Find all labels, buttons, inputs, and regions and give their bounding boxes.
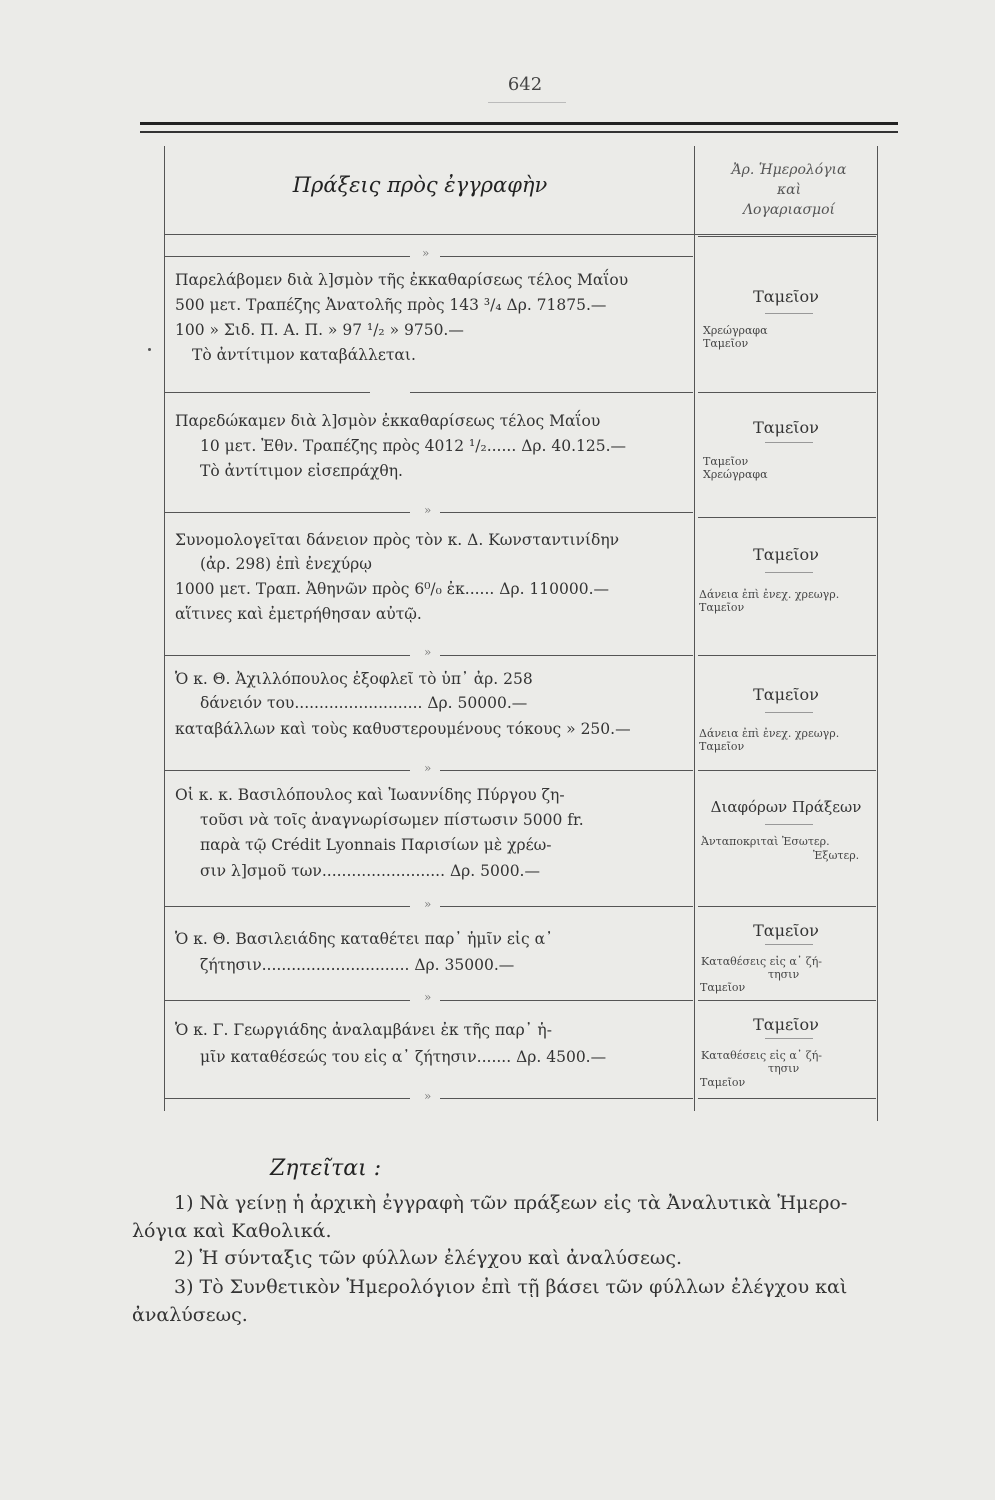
entry-line: 1000 μετ. Τραπ. Ἀθηνῶν πρὸς 6⁰/₀ ἐκ...... Δρ. 110000.— <box>175 580 610 598</box>
entry-account-sub: Ταμεῖον <box>699 601 745 614</box>
page-number: 642 <box>507 74 543 95</box>
entry-line: τοῦσι νὰ τοῖς ἀναγνωρίσωμεν πίστωσιν 5000 fr. <box>200 811 584 829</box>
page-number-rule <box>488 102 566 103</box>
entry-line: Τὸ ἀντίτιμον εἰσεπράχθη. <box>200 462 403 480</box>
entry-line: 100 » Σιδ. Π. Α. Π. » 97 ¹/₂ » 9750.— <box>175 321 464 339</box>
entry-line: 10 μετ. Ἐθν. Τραπέζης πρὸς 4012 ¹/₂...... Δρ. 40.125.— <box>200 437 627 455</box>
requested-line: 1) Νὰ γείνῃ ἡ ἀρχικὴ ἐγγραφὴ τῶν πράξεων εἰς τὰ Ἀναλυτικὰ Ἡμερο- <box>174 1192 848 1214</box>
entry-line: Τὸ ἀντίτιμον καταβάλλεται. <box>192 346 416 364</box>
entry-line: Ὁ κ. Θ. Ἀχιλλόπουλος ἐξοφλεῖ τὸ ὑπ᾽ ἀρ. 258 <box>175 670 533 688</box>
requested-line: 3) Τὸ Συνθετικὸν Ἡμερολόγιον ἐπὶ τῇ βάσει τῶν φύλλων ἐλέγχου καὶ <box>174 1276 848 1298</box>
entry-account-sub: Ἐξωτερ. <box>813 849 860 862</box>
table-left-border <box>164 146 165 1111</box>
requested-line: λόγια καὶ Καθολικά. <box>132 1220 332 1242</box>
entry-account-sub: Ἀνταποκριταὶ Ἐσωτερ. <box>701 835 830 848</box>
entry-account-sub: Ταμεῖον <box>700 981 746 994</box>
entry-account-sub: Δάνεια ἐπὶ ἐνεχ. χρεωγρ. <box>699 727 840 740</box>
requested-line: 2) Ἡ σύνταξις τῶν φύλλων ἐλέγχου καὶ ἀναλύσεως. <box>174 1247 683 1269</box>
table-header-right <box>700 160 878 220</box>
entry-line: Παρεδώκαμεν διὰ λ]σμὸν ἐκκαθαρίσεως τέλος Μαΐου <box>175 412 601 430</box>
requested-line: ἀναλύσεως. <box>132 1304 248 1326</box>
entry-account-sub: Ταμεῖον <box>703 337 749 350</box>
header-bottom-rule <box>164 234 878 235</box>
header-right-line: Ἀρ. Ἡμερολόγια <box>731 162 847 178</box>
header-right-line: καὶ <box>776 182 802 198</box>
header-right-line: Λογαριασμοί <box>742 202 836 218</box>
requested-title: Ζητεῖται : <box>270 1156 382 1181</box>
entry-account-sub: Ταμεῖον <box>703 455 749 468</box>
entry-line: Ὁ κ. Γ. Γεωργιάδης ἀναλαμβάνει ἐκ τῆς παρ᾽ ἡ- <box>175 1021 552 1039</box>
entry-account-sub: τησιν <box>768 968 800 981</box>
entry-line: Ὁ κ. Θ. Βασιλειάδης καταθέτει παρ᾽ ἡμῖν εἰς α᾽ <box>175 930 553 948</box>
entry-line: Συνομολογεῖται δάνειον πρὸς τὸν κ. Δ. Κωνσταντινίδην <box>175 531 620 549</box>
entry-account-sub: Χρεώγραφα <box>703 324 768 337</box>
entry-account-sub: Καταθέσεις εἰς α᾽ ζή- <box>701 955 823 968</box>
entry-line: 500 μετ. Τραπέζης Ἀνατολῆς πρὸς 143 ³/₄ Δρ. 71875.— <box>175 296 607 314</box>
entry-line: Οἱ κ. κ. Βασιλόπουλος καὶ Ἰωαννίδης Πύργου ζη- <box>175 786 565 804</box>
table-header-title: Πράξεις πρὸς ἐγγραφὴν <box>292 173 548 197</box>
entry-account-main: Ταμεῖον <box>753 685 819 704</box>
entry-account-main: Ταμεῖον <box>753 287 819 306</box>
entry-account-main: Ταμεῖον <box>753 545 819 564</box>
entry-account-sub: Χρεώγραφα <box>703 468 768 481</box>
entry-line: ζήτησιν.............................. Δρ. 35000.— <box>200 956 515 974</box>
entry-account-sub: Δάνεια ἐπὶ ἐνεχ. χρεωγρ. <box>699 588 840 601</box>
entry-account-sub: Καταθέσεις εἰς α᾽ ζή- <box>701 1049 823 1062</box>
top-rule-secondary <box>140 131 898 133</box>
table-column-divider <box>694 146 695 1111</box>
entry-account-main: Διαφόρων Πράξεων <box>710 798 862 816</box>
entry-account-main: Ταμεῖον <box>753 418 819 437</box>
entry-account-sub: Ταμεῖον <box>700 1076 746 1089</box>
entry-line: σιν λ]σμοῦ των......................... Δρ. 5000.— <box>200 862 540 880</box>
entry-line: Παρελάβομεν διὰ λ]σμὸν τῆς ἐκκαθαρίσεως τέλος Μαΐου <box>175 271 629 289</box>
entry-account-main: Ταμεῖον <box>753 921 819 940</box>
entry-line: αἵτινες καὶ ἐμετρήθησαν αὐτῷ. <box>175 605 422 623</box>
entry-line: παρὰ τῷ Crédit Lyonnais Παρισίων μὲ χρέω- <box>200 836 552 854</box>
entry-line: καταβάλλων καὶ τοὺς καθυστερουμένους τόκους » 250.— <box>175 720 631 738</box>
margin-dot <box>148 348 151 351</box>
entry-account-sub: τησιν <box>768 1062 800 1075</box>
entry-account-sub: Ταμεῖον <box>699 740 745 753</box>
top-rule <box>140 122 898 125</box>
entry-line: μῖν καταθέσεώς του εἰς α᾽ ζήτησιν....... Δρ. 4500.— <box>200 1048 607 1066</box>
entry-line: (ἀρ. 298) ἐπὶ ἐνεχύρῳ <box>200 555 372 573</box>
table-right-border <box>877 146 878 1121</box>
entry-line: δάνειόν του.......................... Δρ. 50000.— <box>200 694 528 712</box>
entry-account-main: Ταμεῖον <box>753 1015 819 1034</box>
